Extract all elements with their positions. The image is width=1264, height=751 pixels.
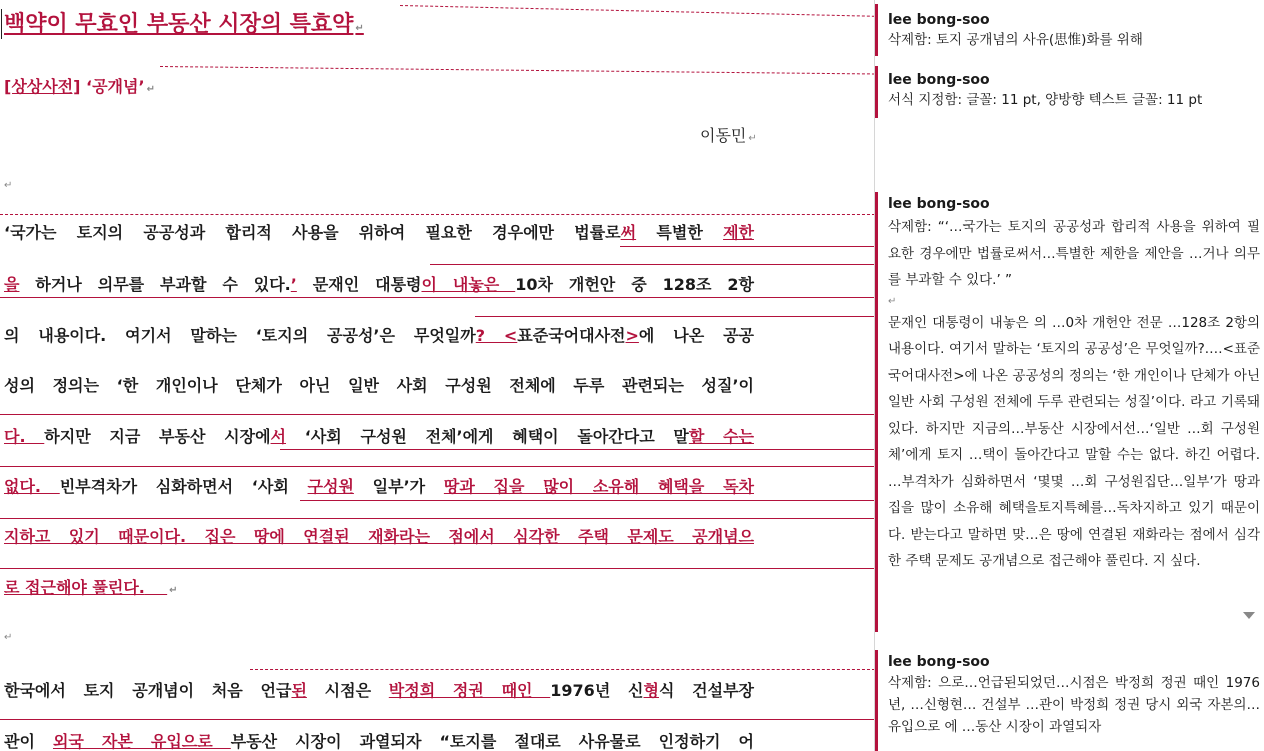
revision-line	[0, 568, 875, 569]
inserted-text: 이 내놓은	[421, 275, 516, 294]
text-run: 하거나 의무를 부과할 수 있다.	[19, 275, 291, 294]
comment-author: lee bong-soo	[888, 654, 990, 670]
comment-text: 삭제함: 토지 공개념의 사유(思惟)화를 위해	[888, 32, 1143, 48]
inserted-text	[145, 578, 167, 597]
paragraph-mark-icon: ↵	[146, 84, 155, 95]
text-run: 성의 정의는 ‘한 개인이나 단체가 아닌 일반 사회 구성원 전체에 두루 관련되는 성질’이	[4, 376, 754, 395]
inserted-text: 형	[643, 681, 659, 700]
text-run: 시점은	[306, 681, 389, 700]
paragraph-mark-icon: ↵	[4, 632, 13, 643]
document-title-text: 백약이 무효인 부동산 시장의 특효약	[4, 12, 354, 37]
paragraph-mark-icon: ↵	[355, 23, 364, 34]
text-run: 관이	[4, 732, 53, 751]
text-run: 1976년 신	[550, 681, 644, 700]
revision-line	[430, 264, 875, 265]
paragraph-mark-icon: ↵	[4, 180, 13, 191]
paragraph-mark-icon: ↵	[169, 585, 178, 596]
inserted-text: 지하고 있기 때문이다. 집은 땅에 연결된 재화라는 점에서 심각한 주택 문제도 공개념으	[4, 527, 754, 546]
comment-leader-line	[160, 66, 875, 74]
text-run: ‘국가는 토지의 공공성과 합리적 사용을 위하여 필요한 경우에만 법률로	[4, 223, 621, 242]
author-name-text: 이동민	[700, 126, 747, 145]
text-run: 하지만 지금 부동산 시장에	[44, 427, 271, 446]
revision-line	[475, 316, 875, 317]
inserted-text: 없다.	[4, 477, 60, 496]
paragraph-mark-icon: ↵	[748, 133, 757, 144]
comment-leader-line	[400, 5, 875, 17]
text-run: 에 나온 공공	[638, 326, 754, 345]
inserted-text: >	[625, 326, 639, 345]
comment-balloon[interactable]	[888, 652, 1260, 751]
revision-line	[0, 297, 875, 298]
paragraph-mark-icon: ↵	[888, 295, 897, 307]
text-run: 한국에서 토지 공개념이 처음 언급	[4, 681, 292, 700]
text-run: 빈부격차가 심화하면서 ‘사회	[59, 477, 308, 496]
revision-line	[0, 466, 875, 467]
document-title[interactable]	[4, 7, 364, 38]
inserted-text: 으로	[181, 732, 231, 751]
body-line[interactable]	[4, 220, 754, 243]
text-run: 문재인 대통령	[296, 275, 422, 294]
inserted-text: 다.	[4, 427, 45, 446]
document-subtitle[interactable]	[4, 74, 155, 97]
body-line[interactable]	[4, 373, 754, 396]
comment-balloon[interactable]	[888, 194, 1260, 632]
body-line[interactable]	[4, 678, 754, 701]
inserted-text: 서	[270, 427, 287, 446]
subtitle-term: ‘공개념’	[80, 77, 145, 96]
revision-line	[280, 449, 875, 450]
text-run: ‘사회 구성원 전체’에게 혜택이 돌아간다고 말	[286, 427, 689, 446]
comment-author: lee bong-soo	[888, 12, 990, 28]
body-line[interactable]	[4, 524, 754, 547]
comment-text-continued: 문재인 대통령이 내놓은 의 …0차 개헌안 전문 …128조 2항의 내용이다. 여기서 말하는 ‘토지의 공공성’은 무엇일까?.…<표준국어대사전>에 나온 공공성의 정의는 ‘한 개인이나 단체가 아닌 일반 사회 구성원 전체에 두루 관련되는 성질’이다. 라고 기록돼 있다. 하지만 지금의…부동산 시장에서선…‘일반 …회 구성원체’에게 토지 …택이 돌아간다고 말할 수는 없다. 하긴 어렵다. …부격차가 심화하면서 ‘몇몇 …회 구성원집단…일부’가 땅과 집을 많이 소유해 혜택을토지특혜를…독차지하고 있기 때문이다. 받는다고 말하면 맞…은 땅에 연결된 재화라는 점에서 심각한 주택 문제도 공개념으로 접근해야 풀린다. 지 싶다.	[888, 314, 1260, 569]
text-run: 10차 개헌안 중 128조 2항	[515, 275, 754, 294]
subtitle-bracket: [상상사전]	[4, 77, 81, 96]
expand-comment-icon[interactable]	[1243, 612, 1255, 619]
comment-leader-line	[0, 214, 875, 215]
text-run: 일부’가	[353, 477, 444, 496]
text-run: 의 내용이다. 여기서 말하는 ‘토지의 공공성’은 무엇일까	[4, 326, 476, 345]
body-line[interactable]	[4, 474, 754, 497]
body-line[interactable]	[4, 323, 754, 346]
comment-author: lee bong-soo	[888, 72, 990, 88]
comment-balloon[interactable]	[888, 10, 1260, 50]
text-run: 부동산 시장이 과열되자 “토지를 절대로 사유물로 인정하기 어	[230, 732, 754, 751]
inserted-text: 제한	[723, 223, 754, 242]
comment-text: 삭제함: 으로…언급된되었던…시점은 박정희 정권 때인 1976년, …신형현… 건설부 …관이 박정희 정권 당시 외국 자본의…유입으로 에 …동산 시장이 과열되자	[888, 675, 1260, 735]
inserted-text: 구성원	[307, 477, 354, 496]
revision-line	[620, 246, 875, 247]
inserted-text: ’	[290, 275, 297, 294]
text-run: 식 건설부장	[658, 681, 755, 700]
inserted-text: 외국 자본 유입	[52, 732, 182, 751]
revision-line	[300, 500, 875, 501]
inserted-text: 할 수는	[688, 427, 754, 446]
author-name[interactable]	[700, 123, 757, 146]
inserted-text: 된	[291, 681, 307, 700]
body-line[interactable]	[4, 575, 754, 598]
revision-line	[0, 414, 875, 415]
inserted-text: 을	[4, 275, 20, 294]
comment-author: lee bong-soo	[888, 196, 990, 212]
inserted-text: ? <	[475, 326, 518, 345]
body-line[interactable]	[4, 272, 754, 295]
comment-balloon[interactable]	[888, 70, 1260, 110]
comment-text: 삭제함: “‘…국가는 토지의 공공성과 합리적 사용을 위하여 필요한 경우에만 법률로써서…특별한 제한을 제안을 …거나 의무를 부과할 수 있다.’ ”	[888, 219, 1260, 288]
inserted-text: 박정희 정권 때인	[388, 681, 551, 700]
text-run: 특별한	[636, 223, 724, 242]
revision-line	[0, 719, 875, 720]
inserted-text: 로 접근해야 풀린다.	[4, 578, 145, 597]
revision-line	[0, 518, 875, 519]
body-line[interactable]	[4, 424, 754, 447]
inserted-text: 땅과 집을 많이 소유해 혜택을 독차	[443, 477, 754, 496]
inserted-text: 써	[620, 223, 637, 242]
text-run: 표준국어대사전	[517, 326, 626, 345]
comment-text: 서식 지정함: 글꼴: 11 pt, 양방향 텍스트 글꼴: 11 pt	[888, 92, 1203, 108]
comment-leader-line	[250, 669, 875, 670]
body-line[interactable]	[4, 729, 754, 751]
